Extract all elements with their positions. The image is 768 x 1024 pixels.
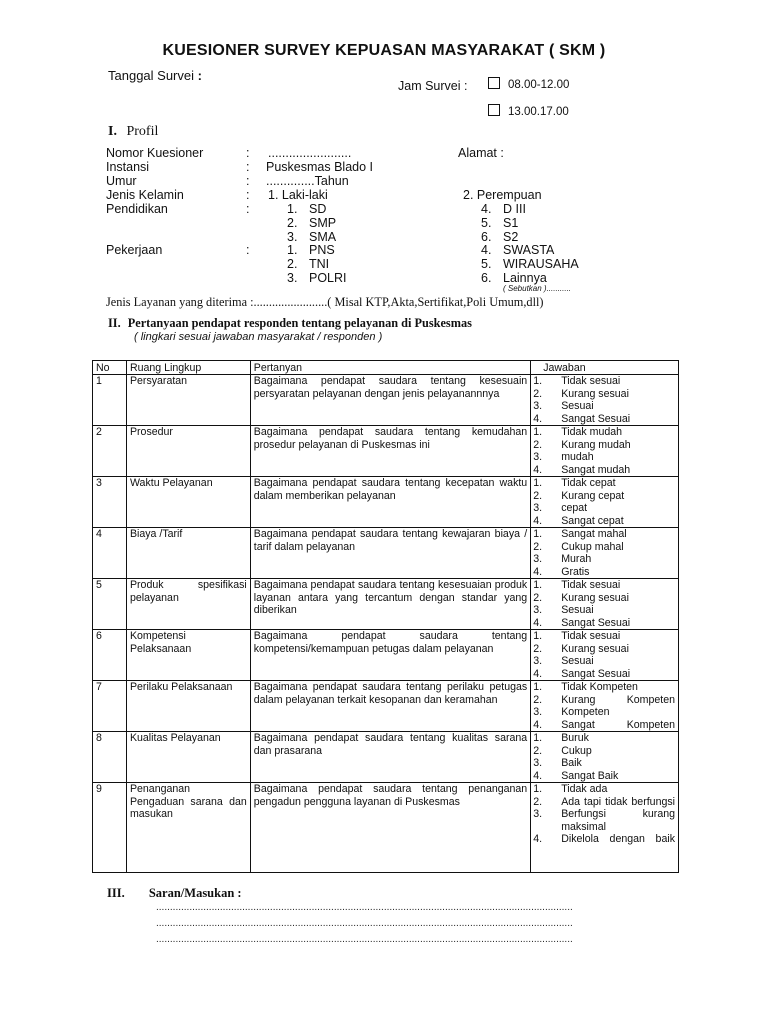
pendidikan-option[interactable]: [481, 230, 519, 244]
tanggal-colon: :: [197, 68, 202, 83]
row-ruang-lingkup: Kompetensi Pelaksanaan: [126, 630, 250, 681]
table-row: [93, 579, 679, 630]
answer-number: 3.: [533, 502, 543, 515]
answer-number: 3.: [533, 808, 543, 821]
section-saran-heading: [107, 886, 242, 901]
umur-value[interactable]: ..............Tahun: [266, 174, 349, 188]
table-row: [93, 681, 679, 732]
answer-option[interactable]: [533, 413, 675, 425]
option-number: 6.: [481, 230, 492, 244]
answer-option[interactable]: [533, 604, 675, 616]
option-label: PNS: [309, 243, 335, 257]
answer-option[interactable]: [533, 617, 675, 629]
option-number: 1.: [287, 202, 298, 216]
answer-label: Tidak ada: [561, 783, 608, 796]
answer-label: Kurang cepat: [561, 489, 625, 502]
row-ruang-lingkup: Produk spesifikasi pelayanan: [126, 579, 250, 630]
table-row: [93, 477, 679, 528]
option-number: 5.: [481, 257, 492, 271]
answer-number: 2.: [533, 795, 543, 808]
answer-label: cepat: [561, 502, 588, 515]
saran-line[interactable]: ......................................................................................................................................................: [156, 918, 573, 929]
pendidikan-label: Pendidikan: [106, 202, 168, 216]
option-label: SD: [309, 202, 327, 216]
table-row: [93, 375, 679, 426]
pendidikan-option[interactable]: [287, 202, 327, 216]
row-pertanyaan: Bagaimana pendapat saudara tentang kualitas sarana dan prasarana: [250, 732, 530, 783]
row-jawaban: [531, 732, 679, 783]
answer-label: Gratis: [561, 565, 590, 578]
answer-option[interactable]: [533, 706, 675, 718]
option-label: Lainnya: [503, 271, 547, 285]
section-number: III.: [107, 886, 125, 900]
questionnaire-table: [92, 360, 679, 873]
row-ruang-lingkup: Prosedur: [126, 426, 250, 477]
row-pertanyaan: Bagaimana pendapat saudara tentang kemudahan prosedur pelayanan di Puskesmas ini: [250, 426, 530, 477]
answer-number: 1.: [533, 426, 543, 439]
answer-number: 3.: [533, 553, 543, 566]
answer-option[interactable]: [533, 528, 675, 540]
answer-label: Tidak sesuai: [561, 579, 621, 592]
answer-number: 4.: [533, 565, 543, 578]
jenis-kelamin-option-2[interactable]: 2. Perempuan: [463, 188, 542, 202]
row-number: 7: [93, 681, 127, 732]
saran-line[interactable]: ......................................................................................................................................................: [156, 934, 573, 945]
colon: :: [246, 160, 250, 174]
answer-number: 1.: [533, 630, 543, 643]
option-number: 4.: [481, 202, 492, 216]
answer-number: 1.: [533, 681, 543, 694]
answer-label: Sangat mahal: [561, 528, 627, 541]
answer-number: 2.: [533, 489, 543, 502]
answer-option[interactable]: [533, 553, 675, 565]
answer-number: 1.: [533, 375, 543, 388]
option-number: 2.: [287, 257, 298, 271]
row-ruang-lingkup: Biaya /Tarif: [126, 528, 250, 579]
answer-label: Kompeten: [561, 706, 610, 719]
section-profil-heading: [108, 124, 158, 140]
pekerjaan-option[interactable]: [481, 271, 547, 285]
row-number: 5: [93, 579, 127, 630]
table-row: [93, 630, 679, 681]
answer-label: Kurang mudah: [561, 438, 631, 451]
row-number: 9: [93, 783, 127, 873]
answer-option[interactable]: [533, 541, 675, 553]
colon: :: [246, 146, 250, 160]
answer-option[interactable]: [533, 655, 675, 667]
checkbox-icon[interactable]: [488, 77, 500, 89]
alamat-label: Alamat :: [458, 146, 504, 160]
sebutkan-note: ( Sebutkan )...........: [503, 284, 572, 293]
row-pertanyaan: Bagaimana pendapat saudara tentang penanganan pengadun pengguna layanan di Puskesmas: [250, 783, 530, 873]
row-jawaban: [531, 426, 679, 477]
answer-option[interactable]: [533, 833, 675, 845]
answer-label: Tidak mudah: [561, 426, 623, 439]
instansi-value: Puskesmas Blado I: [266, 160, 373, 174]
answer-number: 4.: [533, 769, 543, 782]
answer-label: Sangat cepat: [561, 514, 624, 527]
answer-option[interactable]: [533, 796, 675, 808]
row-pertanyaan: Bagaimana pendapat saudara tentang kesesuain persyaratan pelayanan dengan jenis pelayanannnya: [250, 375, 530, 426]
answer-label: Murah: [561, 553, 592, 566]
answer-option[interactable]: [533, 783, 675, 795]
answer-option[interactable]: [533, 719, 675, 731]
answer-number: 4.: [533, 833, 543, 846]
table-row: [93, 426, 679, 477]
option-label: S1: [503, 216, 519, 230]
table-row: [93, 528, 679, 579]
option-number: 3.: [287, 271, 298, 285]
section-number: I.: [108, 124, 117, 139]
option-number: 1.: [287, 243, 298, 257]
answer-option[interactable]: [533, 464, 675, 476]
answer-option[interactable]: [533, 745, 675, 757]
option-number: 6.: [481, 271, 492, 285]
answer-number: 4.: [533, 718, 543, 731]
row-number: 4: [93, 528, 127, 579]
answer-label: Berfungsi kurang maksimal: [561, 808, 675, 833]
header-pertanyan: Pertanyan: [250, 361, 530, 375]
answer-number: 4.: [533, 667, 543, 680]
jam-option-2[interactable]: [488, 106, 569, 118]
tanggal-label: Tanggal Survei: [108, 68, 194, 83]
answer-option[interactable]: [533, 630, 675, 642]
pendidikan-option[interactable]: [481, 216, 519, 230]
answer-option[interactable]: [533, 477, 675, 489]
answer-label: Sesuai: [561, 604, 594, 617]
option-label: WIRAUSAHA: [503, 257, 579, 271]
option-label: POLRI: [309, 271, 347, 285]
row-ruang-lingkup: Perilaku Pelaksanaan: [126, 681, 250, 732]
option-number: 3.: [287, 230, 298, 244]
section-title: Profil: [126, 124, 159, 139]
answer-label: Sangat mudah: [561, 463, 631, 476]
answer-option[interactable]: [533, 592, 675, 604]
row-jawaban: [531, 528, 679, 579]
answer-number: 4.: [533, 412, 543, 425]
answer-option[interactable]: [533, 400, 675, 412]
answer-number: 1.: [533, 477, 543, 490]
pekerjaan-option[interactable]: [481, 257, 579, 271]
answer-option[interactable]: [533, 668, 675, 680]
row-number: 1: [93, 375, 127, 426]
questionnaire-table-body: [93, 361, 679, 873]
tanggal-survei: [108, 68, 202, 83]
answer-label: Sangat Sesuai: [561, 667, 631, 680]
answer-option[interactable]: [533, 694, 675, 706]
answer-option[interactable]: [533, 490, 675, 502]
answer-option[interactable]: [533, 451, 675, 463]
section-number: II.: [108, 316, 121, 330]
answer-label: Tidak Kompeten: [561, 681, 638, 694]
answer-option[interactable]: [533, 502, 675, 514]
answer-label: Cukup: [561, 744, 592, 757]
option-label: SWASTA: [503, 243, 555, 257]
option-label: SMA: [309, 230, 337, 244]
row-jawaban: [531, 579, 679, 630]
option-number: 5.: [481, 216, 492, 230]
row-number: 6: [93, 630, 127, 681]
row-jawaban: [531, 375, 679, 426]
colon: :: [246, 174, 250, 188]
answer-option[interactable]: [533, 770, 675, 782]
answer-number: 2.: [533, 387, 543, 400]
row-pertanyaan: Bagaimana pendapat saudara tentang perilaku petugas dalam pelayanan terkait kesopanan dan keramahan: [250, 681, 530, 732]
header-no: No: [93, 361, 127, 375]
document-title: KUESIONER SURVEY KEPUASAN MASYARAKAT ( SKM ): [162, 42, 606, 59]
umur-label: Umur: [106, 174, 137, 188]
row-pertanyaan: Bagaimana pendapat saudara tentang kewajaran biaya / tarif dalam pelayanan: [250, 528, 530, 579]
answer-label: Tidak cepat: [561, 477, 616, 490]
jenis-layanan-line: Jenis Layanan yang diterima :........................( Misal KTP,Akta,Sertifikat,Poli Umum,dll): [106, 295, 544, 309]
row-jawaban: [531, 681, 679, 732]
answer-label: Sesuai: [561, 655, 594, 668]
answer-number: 2.: [533, 540, 543, 553]
option-label: SMP: [309, 216, 337, 230]
answer-number: 4.: [533, 463, 543, 476]
section-pertanyaan-heading: [108, 316, 472, 331]
answer-number: 3.: [533, 604, 543, 617]
option-label: TNI: [309, 257, 330, 271]
answer-number: 1.: [533, 528, 543, 541]
answer-number: 2.: [533, 438, 543, 451]
answer-option[interactable]: [533, 643, 675, 655]
answer-number: 4.: [533, 616, 543, 629]
nomor-kuesioner-value[interactable]: ........................: [268, 146, 352, 160]
answer-label: mudah: [561, 451, 594, 464]
answer-label: Sesuai: [561, 400, 594, 413]
row-ruang-lingkup: Waktu Pelayanan: [126, 477, 250, 528]
table-row: [93, 732, 679, 783]
jam-option-label: 08.00-12.00: [508, 79, 570, 92]
pendidikan-option[interactable]: [287, 230, 337, 244]
table-row: [93, 783, 679, 873]
table-header-row: [93, 361, 679, 375]
answer-number: 2.: [533, 744, 543, 757]
answer-number: 1.: [533, 783, 543, 796]
row-pertanyaan: Bagaimana pendapat saudara tentang kesesuaian produk layanan antara yang tercantum dengan standar yang diberikan: [250, 579, 530, 630]
section-note: ( lingkari sesuai jawaban masyarakat / responden ): [134, 331, 383, 343]
section-title: Saran/Masukan :: [148, 886, 242, 900]
answer-option[interactable]: [533, 515, 675, 527]
option-number: 2.: [287, 216, 298, 230]
pekerjaan-option[interactable]: [287, 243, 335, 257]
answer-option[interactable]: [533, 375, 675, 387]
answer-label: Kurang sesuai: [561, 387, 629, 400]
answer-number: 1.: [533, 579, 543, 592]
row-jawaban: [531, 630, 679, 681]
answer-option[interactable]: [533, 757, 675, 769]
answer-label: Sangat Kompeten: [561, 718, 675, 731]
pekerjaan-option[interactable]: [481, 243, 555, 257]
nomor-kuesioner-label: Nomor Kuesioner: [106, 146, 204, 160]
row-ruang-lingkup: Persyaratan: [126, 375, 250, 426]
answer-option[interactable]: [533, 579, 675, 591]
answer-label: Sangat Sesuai: [561, 412, 631, 425]
row-ruang-lingkup: Penanganan Pengaduan sarana dan masukan: [126, 783, 250, 873]
answer-label: Kurang sesuai: [561, 642, 629, 655]
jenis-kelamin-label: Jenis Kelamin: [106, 188, 184, 202]
row-number: 2: [93, 426, 127, 477]
pendidikan-option[interactable]: [287, 216, 337, 230]
answer-label: Buruk: [561, 732, 589, 745]
row-number: 8: [93, 732, 127, 783]
answer-option[interactable]: [533, 566, 675, 578]
row-ruang-lingkup: Kualitas Pelayanan: [126, 732, 250, 783]
answer-label: Cukup mahal: [561, 540, 624, 553]
answer-number: 3.: [533, 451, 543, 464]
colon: :: [246, 202, 250, 216]
answer-label: Kurang Kompeten: [561, 693, 675, 706]
answer-number: 1.: [533, 732, 543, 745]
answer-option[interactable]: [533, 732, 675, 744]
colon: :: [246, 243, 250, 257]
answer-label: Dikelola dengan baik: [561, 833, 675, 846]
answer-option[interactable]: [533, 388, 675, 400]
jam-survei-label: Jam Survei :: [398, 79, 468, 93]
instansi-label: Instansi: [106, 160, 150, 174]
section-title: Pertanyaan pendapat responden tentang pelayanan di Puskesmas: [127, 316, 472, 330]
answer-label: Sangat Baik: [561, 769, 619, 782]
jenis-kelamin-option-1[interactable]: 1. Laki-laki: [268, 188, 328, 202]
answer-option[interactable]: [533, 426, 675, 438]
answer-label: Kurang sesuai: [561, 591, 629, 604]
answer-label: Baik: [561, 757, 582, 770]
answer-label: Sangat Sesuai: [561, 616, 631, 629]
option-label: D III: [503, 202, 526, 216]
row-pertanyaan: Bagaimana pendapat saudara tentang kecepatan waktu dalam memberikan pelayanan: [250, 477, 530, 528]
header-jawaban: Jawaban: [531, 361, 679, 375]
answer-number: 2.: [533, 591, 543, 604]
row-jawaban: [531, 477, 679, 528]
pekerjaan-label: Pekerjaan: [106, 243, 163, 257]
answer-option[interactable]: [533, 439, 675, 451]
checkbox-icon[interactable]: [488, 104, 500, 116]
colon: :: [246, 188, 250, 202]
answer-option[interactable]: [533, 681, 675, 693]
row-number: 3: [93, 477, 127, 528]
jam-option-label: 13.00.17.00: [508, 106, 569, 119]
header-ruang-lingkup: Ruang Lingkup: [126, 361, 250, 375]
answer-number: 2.: [533, 642, 543, 655]
answer-number: 3.: [533, 706, 543, 719]
answer-label: Tidak sesuai: [561, 375, 621, 388]
option-number: 4.: [481, 243, 492, 257]
row-pertanyaan: Bagaimana pendapat saudara tentang kompetensi/kemampuan petugas dalam pelayanan: [250, 630, 530, 681]
saran-line[interactable]: ......................................................................................................................................................: [156, 902, 573, 913]
pekerjaan-option[interactable]: [287, 271, 347, 285]
answer-option[interactable]: [533, 808, 675, 833]
answer-number: 4.: [533, 514, 543, 527]
jam-option-1[interactable]: [488, 79, 569, 91]
pekerjaan-option[interactable]: [287, 257, 330, 271]
answer-label: Ada tapi tidak berfungsi: [561, 795, 675, 808]
answer-number: 2.: [533, 693, 543, 706]
answer-label: Tidak sesuai: [561, 630, 621, 643]
answer-number: 3.: [533, 655, 543, 668]
pendidikan-option[interactable]: [481, 202, 526, 216]
answer-number: 3.: [533, 400, 543, 413]
option-label: S2: [503, 230, 519, 244]
row-jawaban: [531, 783, 679, 873]
answer-number: 3.: [533, 757, 543, 770]
